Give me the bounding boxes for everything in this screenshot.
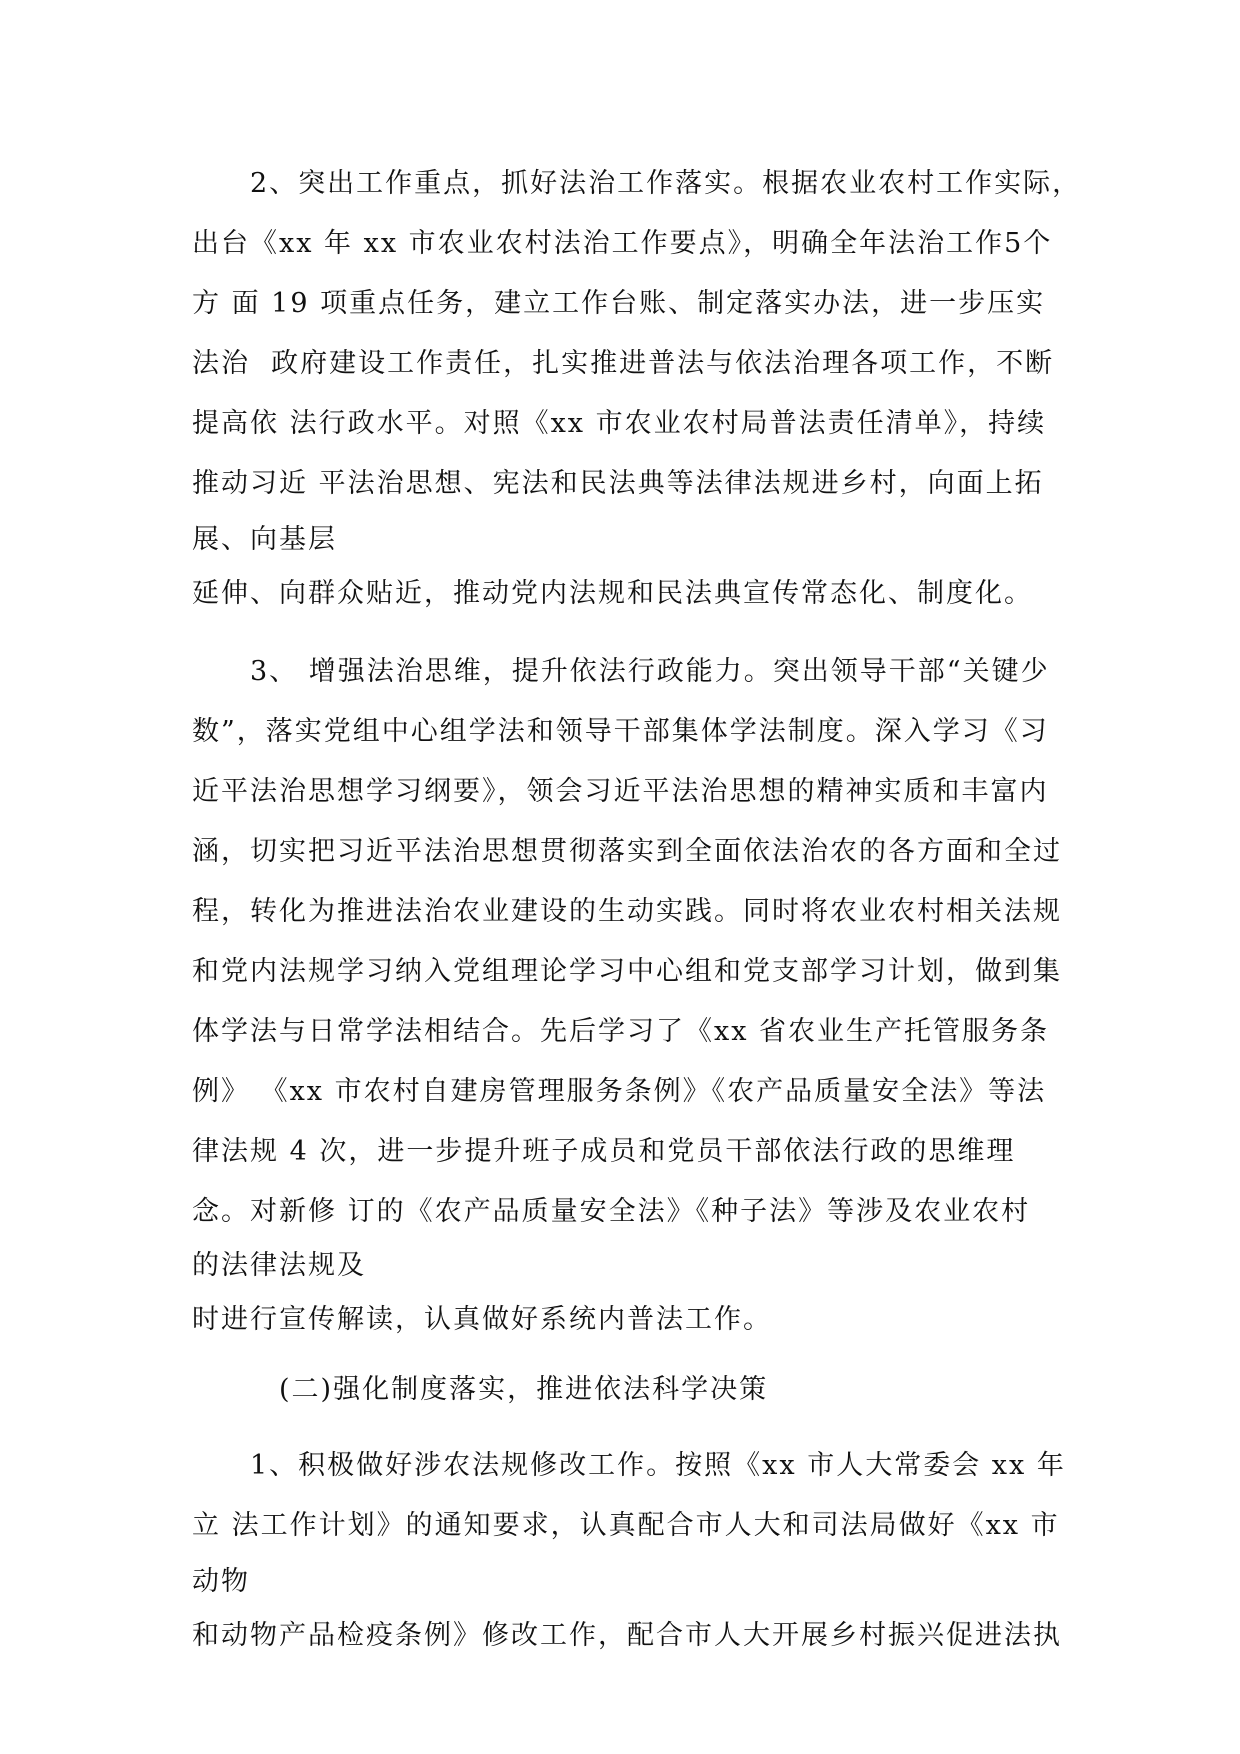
text-line: 律法规 4 次，进一步提升班子成员和党员干部依法行政的思维理 <box>192 1136 1016 1167</box>
text-line: 数”，落实党组中心组学法和领导干部集体学法制度。深入学习《习 <box>192 716 1049 747</box>
text-line: 体学法与日常学法相结合。先后学习了《xx 省农业生产托管服务条 <box>192 1016 1050 1047</box>
text-line: 延伸、向群众贴近，推动党内法规和民法典宣传常态化、制度化。 <box>192 578 1033 609</box>
text-line: 时进行宣传解读，认真做好系统内普法工作。 <box>192 1304 772 1335</box>
text-line: 推动习近 平法治思想、宪法和民法典等法律法规进乡村，向面上拓 <box>192 468 1044 499</box>
text-line: 提高依 法行政水平。对照《xx 市农业农村局普法责任清单》，持续 <box>192 408 1047 439</box>
text-line: 法治 政府建设工作责任，扎实推进普法与依法治理各项工作，不断 <box>192 348 1055 379</box>
text-line: 展、向基层 <box>192 524 337 555</box>
text-line: 立 法工作计划》的通知要求，认真配合市人大和司法局做好《xx 市 <box>192 1510 1060 1541</box>
text-line: 涵，切实把习近平法治思想贯彻落实到全面依法治农的各方面和全过 <box>192 836 1062 867</box>
section-heading: (二)强化制度落实，推进依法科学决策 <box>192 1374 769 1405</box>
text-line: 和党内法规学习纳入党组理论学习中心组和党支部学习计划，做到集 <box>192 956 1062 987</box>
text-line: 方 面 19 项重点任务，建立工作台账、制定落实办法，进一步压实 <box>192 288 1046 319</box>
text-line: 念。对新修 订的《农产品质量安全法》《种子法》等涉及农业农村 <box>192 1196 1031 1227</box>
text-line: 3、 增强法治思维，提升依法行政能力。突出领导干部“关键少 <box>192 656 1050 687</box>
text-line: 近平法治思想学习纲要》，领会习近平法治思想的精神实质和丰富内 <box>192 776 1049 807</box>
text-line: 例》 《xx 市农村自建房管理服务条例》《农产品质量安全法》等法 <box>192 1076 1047 1107</box>
text-line: 1、积极做好涉农法规修改工作。按照《xx 市人大常委会 xx 年 <box>192 1450 1066 1481</box>
text-line: 出台《xx 年 xx 市农业农村法治工作要点》，明确全年法治工作5个 <box>192 228 1053 259</box>
text-line: 程，转化为推进法治农业建设的生动实践。同时将农业农村相关法规 <box>192 896 1062 927</box>
text-line: 动物 <box>192 1566 250 1597</box>
text-line: 的法律法规及 <box>192 1250 366 1281</box>
text-line: 和动物产品检疫条例》修改工作，配合市人大开展乡村振兴促进法执 <box>192 1620 1062 1651</box>
text-line: 2、突出工作重点，抓好法治工作落实。根据农业农村工作实际， <box>192 168 1082 199</box>
